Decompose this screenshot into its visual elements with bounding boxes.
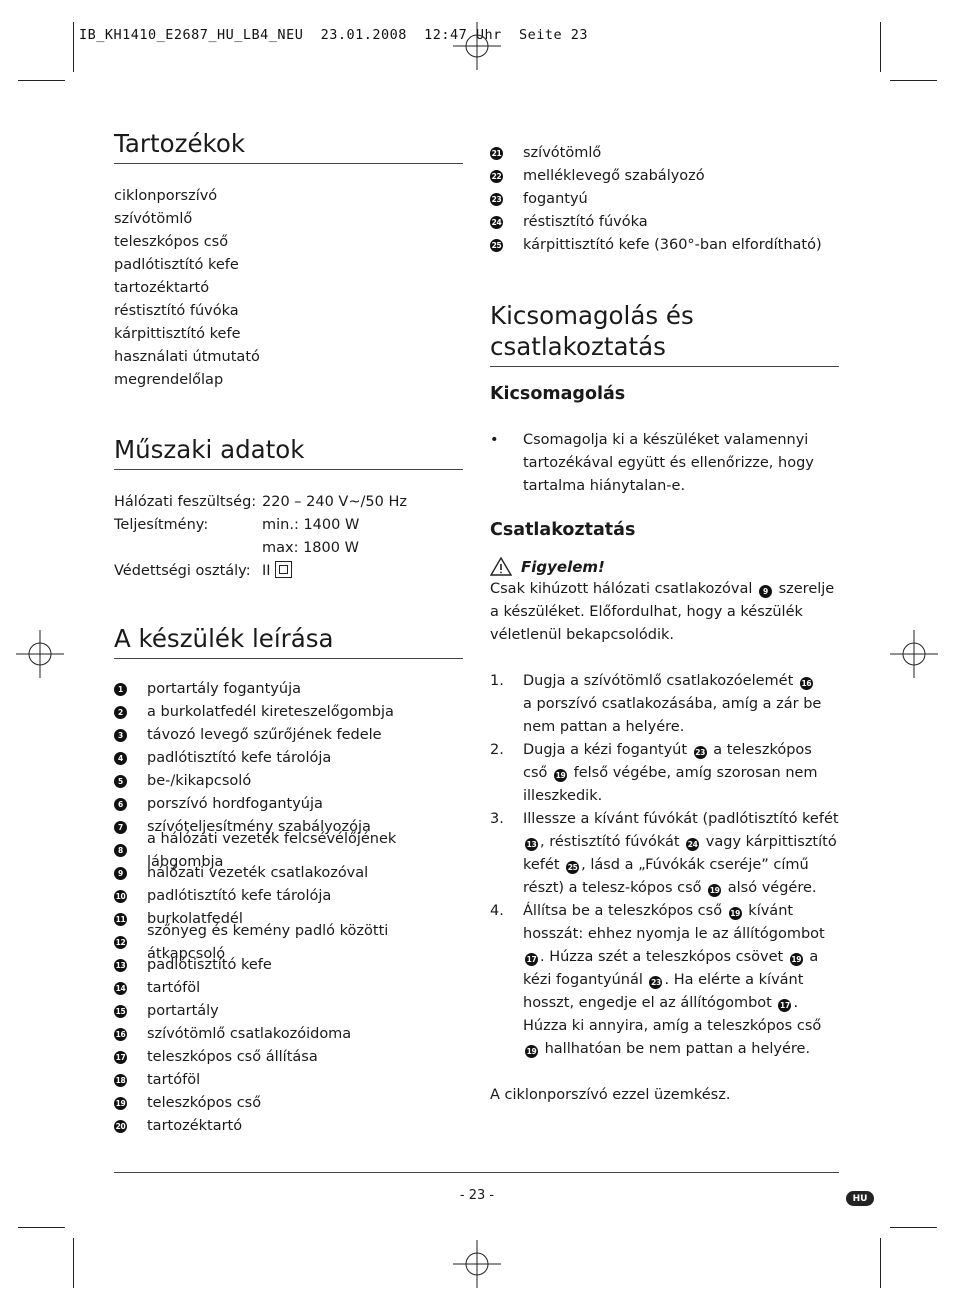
- list-item: teleszkópos cső: [114, 234, 229, 250]
- list-item: 7 szívóteljesítmény szabályozója: [114, 816, 463, 839]
- parts-list: [114, 678, 463, 1138]
- crop-mark: [18, 1227, 65, 1228]
- list-item: 15 portartály: [115, 1003, 219, 1019]
- number-badge: 22: [490, 170, 503, 183]
- step-item: 2. Dugja a kézi fogantyút 23 a teleszkópos cső 19 felső végébe, amíg szorosan nem illeszkedik.: [490, 742, 818, 804]
- list-item: használati útmutató: [114, 349, 260, 365]
- list-item: tartozéktartó: [114, 280, 210, 296]
- list-item: szívótömlő: [114, 211, 193, 227]
- crop-mark: [73, 22, 74, 72]
- list-item: 18 tartóföl: [115, 1072, 201, 1088]
- number-badge: 3: [114, 729, 127, 742]
- list-item: 23 fogantyú: [491, 191, 588, 207]
- step-item: 3. Illessze a kívánt fúvókát (padlótisztító kefét 13 , réstisztító fúvókát 24 vagy kárpittisztító kefét 25 , lásd a „Fúvókák cseréje” című részt) a telesz-kópos cső 19 alsó végére.: [490, 811, 839, 896]
- number-badge: 19: [114, 1097, 127, 1110]
- warning-text: Csak kihúzott hálózati csatlakozóval 9 szerelje a készüléket. Előfordulhat, hogy a készülék véletlenül bekapcsolódik.: [490, 581, 835, 643]
- steps-list: [490, 670, 839, 1061]
- list-item: 10 padlótisztító kefe tárolója: [115, 888, 332, 904]
- number-badge: 2: [114, 706, 127, 719]
- number-badge: 9: [114, 867, 127, 880]
- tech-table: [114, 491, 463, 583]
- list-item: 17 teleszkópos cső állítása: [115, 1049, 318, 1065]
- list-item: 5 be-/kikapcsoló: [114, 770, 463, 793]
- number-badge: 25: [490, 239, 503, 252]
- tech-value: 220 – 240 V~/50 Hz: [262, 494, 407, 510]
- list-item: 1 portartály fogantyúja: [114, 678, 463, 701]
- accessories-heading: Tartozékok: [114, 128, 463, 164]
- double-insulation-icon: [275, 561, 292, 578]
- warning-icon: [490, 557, 512, 576]
- tech-label: Hálózati feszültség:: [114, 494, 257, 510]
- crop-mark: [880, 22, 881, 72]
- warning-label: Figyelem!: [490, 555, 839, 578]
- number-badge: 12: [114, 936, 127, 949]
- list-item: 25 kárpittisztító kefe (360°-ban elfordítható): [491, 237, 822, 253]
- list-item: padlótisztító kefe: [114, 257, 239, 273]
- ready-text: A ciklonporszívó ezzel üzemkész.: [490, 1087, 731, 1103]
- list-item: 20 tartozéktartó: [115, 1118, 243, 1134]
- list-item: 22 melléklevegő szabályozó: [491, 168, 705, 184]
- number-badge: 14: [114, 982, 127, 995]
- right-column: [490, 142, 839, 1107]
- list-item: 24 réstisztító fúvóka: [491, 214, 648, 230]
- list-item: 4 padlótisztító kefe tárolója: [114, 747, 463, 770]
- number-badge: 9: [759, 585, 772, 598]
- tech-label: Védettségi osztály:: [114, 563, 251, 579]
- list-item: 21 szívótömlő: [491, 145, 602, 161]
- tech-value: max: 1800 W: [262, 540, 359, 556]
- description-heading: A készülék leírása: [114, 623, 463, 659]
- list-item: 8 a hálózati vezeték felcsévélőjének lábgombja: [114, 839, 463, 862]
- number-badge: 6: [114, 798, 127, 811]
- step-item: 1. Dugja a szívótömlő csatlakozóelemét 16 a porszívó csatlakozásába, amíg a zár be nem pattan a helyére.: [490, 673, 822, 735]
- number-badge: 7: [114, 821, 127, 834]
- crop-mark: [73, 1238, 74, 1288]
- number-badge: 8: [114, 844, 127, 857]
- number-badge: 10: [114, 890, 127, 903]
- number-badge: 1: [114, 683, 127, 696]
- step-item: 4. Állítsa be a teleszkópos cső 19 kívánt hosszát: ehhez nyomja le az állítógombot 17 . Húzza szét a teleszkópos csövet 19 a kézi fogantyúnál 23 . Ha elérte a kívánt hosszt, engedje el az állítógombot 17 . Húzza ki annyira, amíg a teleszkópos cső 19 hallhatóan be nem pattan a helyére.: [490, 903, 825, 1057]
- accessories-list: [114, 185, 463, 392]
- list-item: 3 távozó levegő szűrőjének fedele: [114, 724, 463, 747]
- number-badge: 16: [114, 1028, 127, 1041]
- unpack-subheading: Kicsomagolás: [490, 384, 626, 404]
- number-badge: 4: [114, 752, 127, 765]
- language-badge: HU: [846, 1191, 874, 1206]
- crop-mark: [880, 1238, 881, 1288]
- number-badge: 23: [490, 193, 503, 206]
- list-item: megrendelőlap: [114, 372, 224, 388]
- number-badge: 15: [114, 1005, 127, 1018]
- list-item: 2 a burkolatfedél kireteszelőgombja: [114, 701, 463, 724]
- list-item: réstisztító fúvóka: [114, 303, 239, 319]
- number-badge: 18: [114, 1074, 127, 1087]
- page-number: - 23 -: [459, 1188, 495, 1203]
- crop-mark: [18, 80, 65, 81]
- number-badge: 17: [114, 1051, 127, 1064]
- list-item: 9 hálózati vezeték csatlakozóval: [114, 862, 463, 885]
- number-badge: 11: [114, 913, 127, 926]
- list-item: 12 szőnyeg és kemény padló közötti átkapcsoló: [115, 922, 389, 962]
- registration-mark-top: [453, 22, 501, 70]
- bullet-icon: •: [490, 432, 499, 448]
- protection-class: II: [262, 563, 271, 579]
- list-item: kárpittisztító kefe: [114, 326, 241, 342]
- registration-mark-left: [16, 630, 64, 678]
- tech-value: min.: 1400 W: [262, 517, 360, 533]
- left-column: [114, 128, 463, 1138]
- crop-mark: [890, 80, 937, 81]
- crop-mark: [890, 1227, 937, 1228]
- list-item: 13 padlótisztító kefe: [115, 957, 272, 973]
- list-item: 6 porszívó hordfogantyúja: [114, 793, 463, 816]
- list-item: 14 tartóföl: [115, 980, 201, 996]
- number-badge: 13: [114, 959, 127, 972]
- parts-list-continued: [490, 142, 839, 257]
- bullet-item: • Csomagolja ki a készüléket valamennyi tartozékával együtt és ellenőrizze, hogy tartalma hiánytalan-e.: [490, 429, 839, 498]
- registration-mark-bottom: [453, 1240, 501, 1288]
- print-slug: IB_KH1410_E2687_HU_LB4_NEU 23.01.2008 12:47 Uhr Seite 23: [79, 27, 589, 43]
- number-badge: 20: [114, 1120, 127, 1133]
- tech-value: [262, 560, 462, 583]
- list-item: 11 burkolatfedél: [115, 911, 243, 927]
- unpack-heading: Kicsomagolás és csatlakoztatás: [490, 300, 839, 367]
- tech-label: Teljesítmény:: [114, 517, 209, 533]
- connect-subheading: Csatlakoztatás: [490, 520, 636, 540]
- footer-rule: [114, 1172, 839, 1173]
- list-item: 16 szívótömlő csatlakozóidoma: [115, 1026, 352, 1042]
- registration-mark-right: [890, 630, 938, 678]
- list-item: ciklonporszívó: [114, 188, 218, 204]
- tech-label: [114, 537, 262, 560]
- list-item: 19 teleszkópos cső: [115, 1095, 262, 1111]
- tech-heading: Műszaki adatok: [114, 434, 463, 470]
- number-badge: 5: [114, 775, 127, 788]
- number-badge: 21: [490, 147, 503, 160]
- number-badge: 24: [490, 216, 503, 229]
